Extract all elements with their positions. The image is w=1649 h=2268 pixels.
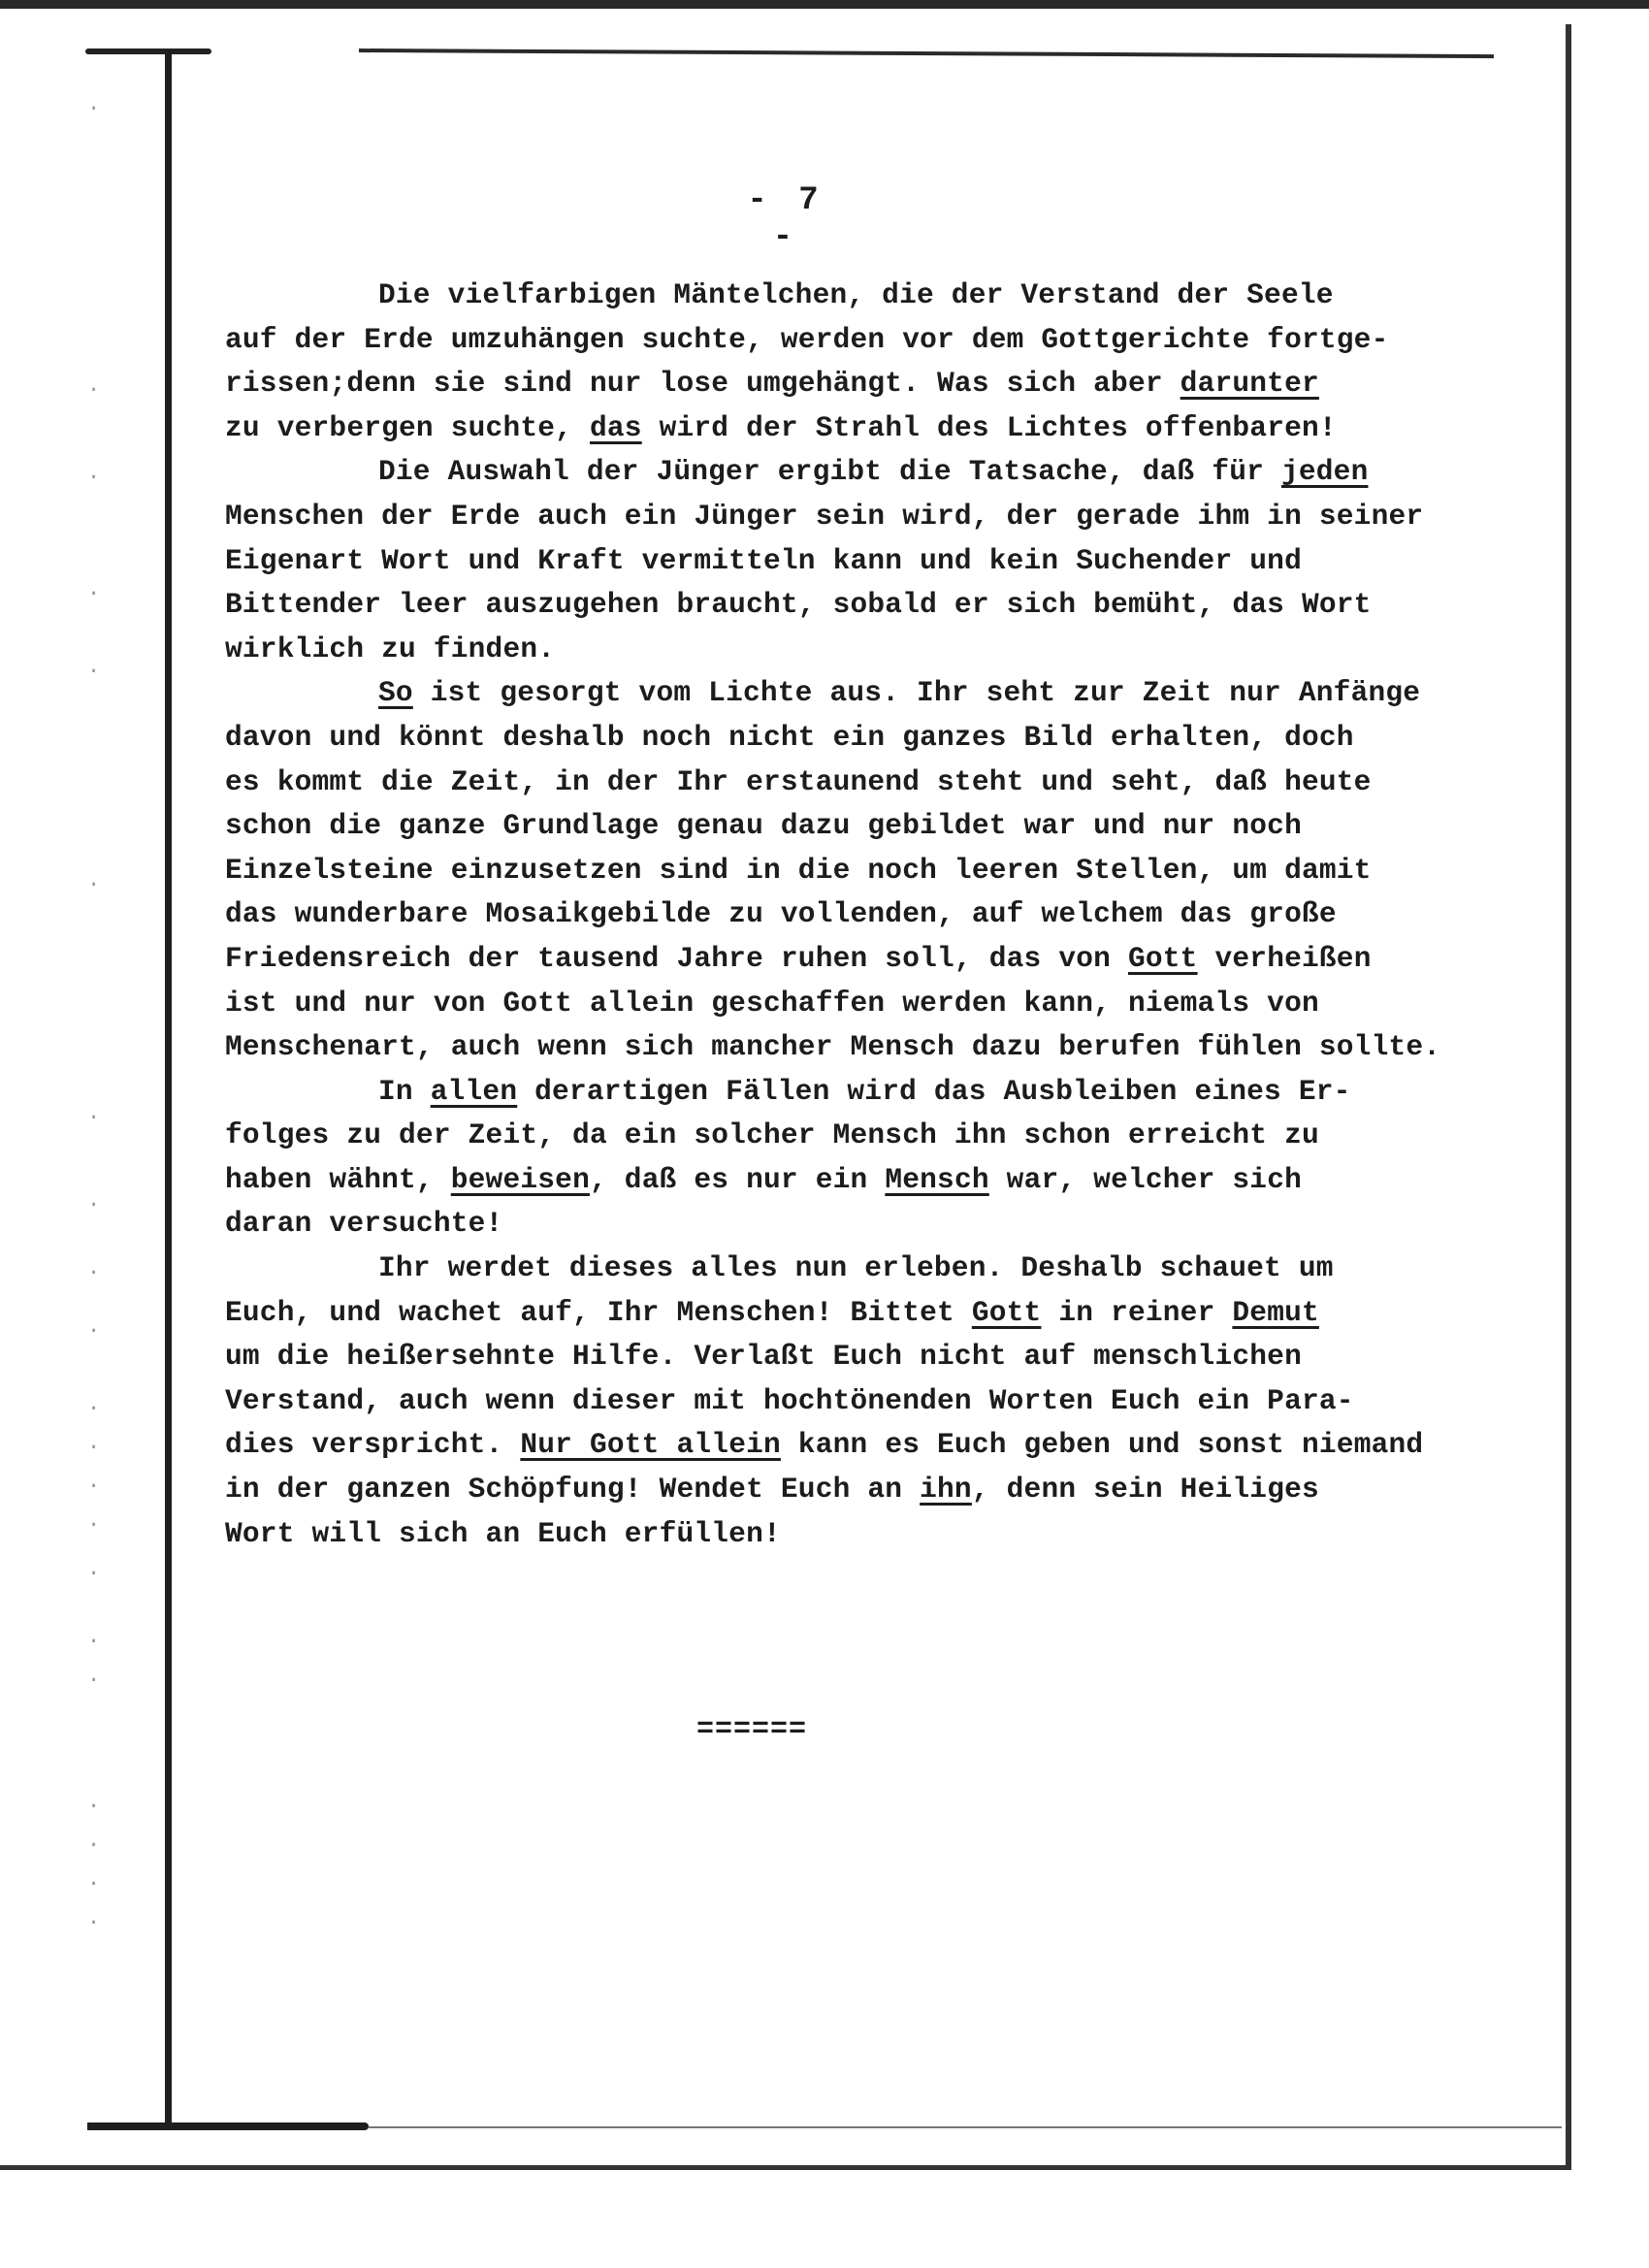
- bottom-rule: [87, 2122, 369, 2130]
- text-line: [225, 804, 1564, 849]
- text-line: [225, 849, 1564, 893]
- text-line: [225, 495, 1564, 539]
- text-segment: es kommt die Zeit, in der Ihr erstaunend steht und seht, daß heute: [225, 764, 1372, 798]
- text-line: [225, 761, 1564, 805]
- text-segment: wirklich zu finden.: [225, 632, 556, 665]
- text-segment: schon die ganze Grundlage genau dazu gebildet war und nur noch: [225, 809, 1302, 843]
- text-segment: daran versuchte!: [225, 1207, 503, 1241]
- paragraph: [225, 1070, 1564, 1247]
- text-segment: zu verbergen suchte,: [225, 410, 590, 444]
- top-rule-right: [359, 49, 1494, 58]
- text-segment: Euch, und wachet auf, Ihr Menschen! Bittet: [225, 1295, 972, 1329]
- text-line: [225, 982, 1564, 1026]
- text-line: [225, 628, 1564, 672]
- text-segment: Eigenart Wort und Kraft vermitteln kann und kein Suchender und: [225, 543, 1302, 577]
- text-segment: , daß es nur ein: [589, 1162, 886, 1196]
- page-number: - 7 -: [747, 182, 824, 256]
- paragraph: [225, 450, 1564, 671]
- text-segment: dies verspricht.: [225, 1428, 521, 1462]
- underlined-emphasis: darunter: [1180, 367, 1319, 401]
- text-segment: folges zu der Zeit, da ein solcher Mensch ihn schon erreicht zu: [225, 1118, 1319, 1152]
- text-segment: das wunderbare Mosaikgebilde zu vollenden, auf welchem das große: [225, 897, 1337, 931]
- text-segment: Ihr werdet dieses alles nun erleben. Deshalb schauet um: [378, 1251, 1334, 1285]
- scan-right-edge: [1566, 24, 1571, 2168]
- text-line: [225, 406, 1564, 451]
- body-text: [225, 274, 1564, 1556]
- text-line: [225, 1335, 1564, 1379]
- underlined-emphasis: allen: [430, 1074, 518, 1108]
- text-segment: rissen;denn sie sind nur lose umgehängt. Was sich aber: [225, 367, 1180, 401]
- text-segment: haben wähnt,: [225, 1162, 451, 1196]
- text-line: [225, 892, 1564, 937]
- text-segment: ist und nur von Gott allein geschaffen werden kann, niemals von: [225, 986, 1319, 1020]
- text-segment: , denn sein Heiliges: [971, 1473, 1319, 1507]
- underlined-emphasis: Mensch: [885, 1162, 989, 1196]
- text-line: [225, 274, 1564, 318]
- text-segment: In: [378, 1074, 431, 1108]
- paragraph: [225, 671, 1564, 1069]
- text-line: [225, 1468, 1564, 1512]
- underlined-emphasis: ihn: [920, 1473, 972, 1507]
- text-segment: kann es Euch geben und sonst niemand: [780, 1428, 1424, 1462]
- text-segment: war, welcher sich: [988, 1162, 1303, 1196]
- underlined-emphasis: Gott: [1127, 941, 1198, 975]
- text-segment: Wort will sich an Euch erfüllen!: [225, 1516, 781, 1550]
- paragraph: [225, 274, 1564, 450]
- text-segment: in reiner: [1041, 1295, 1233, 1329]
- text-line: [225, 583, 1564, 628]
- text-line: [225, 318, 1564, 363]
- scan-top-edge: [0, 0, 1649, 9]
- text-line: [225, 1025, 1564, 1070]
- text-line: [225, 716, 1564, 761]
- paragraph: [225, 1247, 1564, 1556]
- text-line: [225, 1512, 1564, 1557]
- text-segment: Einzelsteine einzusetzen sind in die noch leeren Stellen, um damit: [225, 853, 1372, 887]
- underlined-emphasis: beweisen: [450, 1162, 590, 1196]
- text-line: [225, 1423, 1564, 1468]
- underlined-emphasis: So: [378, 676, 413, 710]
- text-segment: Menschenart, auch wenn sich mancher Mensch dazu berufen fühlen sollte.: [225, 1030, 1441, 1064]
- bottom-rule-faint: [369, 2126, 1562, 2128]
- underlined-emphasis: Nur Gott allein: [520, 1428, 781, 1462]
- text-segment: wird der Strahl des Lichtes offenbaren!: [641, 410, 1337, 444]
- text-line: [225, 1070, 1564, 1115]
- text-line: [225, 1247, 1564, 1291]
- text-line: [225, 450, 1564, 495]
- text-line: [225, 1114, 1564, 1158]
- text-segment: Die Auswahl der Jünger ergibt die Tatsache, daß für: [378, 455, 1281, 489]
- binder-margin-line: [165, 50, 172, 2126]
- text-line: [225, 362, 1564, 406]
- end-separator: ======: [696, 1713, 808, 1746]
- text-segment: Menschen der Erde auch ein Jünger sein wird, der gerade ihm in seiner: [225, 499, 1424, 533]
- text-segment: Verstand, auch wenn dieser mit hochtönenden Worten Euch ein Para-: [225, 1383, 1354, 1417]
- text-segment: davon und könnt deshalb noch nicht ein ganzes Bild erhalten, doch: [225, 720, 1354, 754]
- text-line: [225, 671, 1564, 716]
- scan-bottom-edge: [0, 2165, 1571, 2170]
- text-line: [225, 1379, 1564, 1424]
- text-segment: auf der Erde umzuhängen suchte, werden vor dem Gottgerichte fortge-: [225, 322, 1389, 356]
- text-segment: Friedensreich der tausend Jahre ruhen soll, das von: [225, 941, 1128, 975]
- text-line: [225, 937, 1564, 982]
- top-rule-left: [85, 49, 211, 54]
- underlined-emphasis: Gott: [971, 1295, 1042, 1329]
- text-segment: derartigen Fällen wird das Ausbleiben eines Er-: [517, 1074, 1351, 1108]
- underlined-emphasis: Demut: [1232, 1295, 1319, 1329]
- text-line: [225, 1202, 1564, 1247]
- text-segment: ist gesorgt vom Lichte aus. Ihr seht zur Zeit nur Anfänge: [412, 676, 1421, 710]
- underlined-emphasis: jeden: [1280, 455, 1369, 489]
- text-line: [225, 539, 1564, 584]
- text-segment: Die vielfarbigen Mäntelchen, die der Verstand der Seele: [378, 278, 1334, 311]
- text-segment: Bittender leer auszugehen braucht, sobald er sich bemüht, das Wort: [225, 588, 1372, 622]
- margin-bleed-marks: · · · · · · · · · · · · · · · · · · · · ·: [87, 97, 101, 1935]
- text-segment: verheißen: [1197, 941, 1372, 975]
- text-line: [225, 1291, 1564, 1336]
- text-segment: um die heißersehnte Hilfe. Verlaßt Euch nicht auf menschlichen: [225, 1340, 1302, 1374]
- text-segment: in der ganzen Schöpfung! Wendet Euch an: [225, 1473, 921, 1507]
- underlined-emphasis: das: [589, 410, 642, 444]
- text-line: [225, 1158, 1564, 1203]
